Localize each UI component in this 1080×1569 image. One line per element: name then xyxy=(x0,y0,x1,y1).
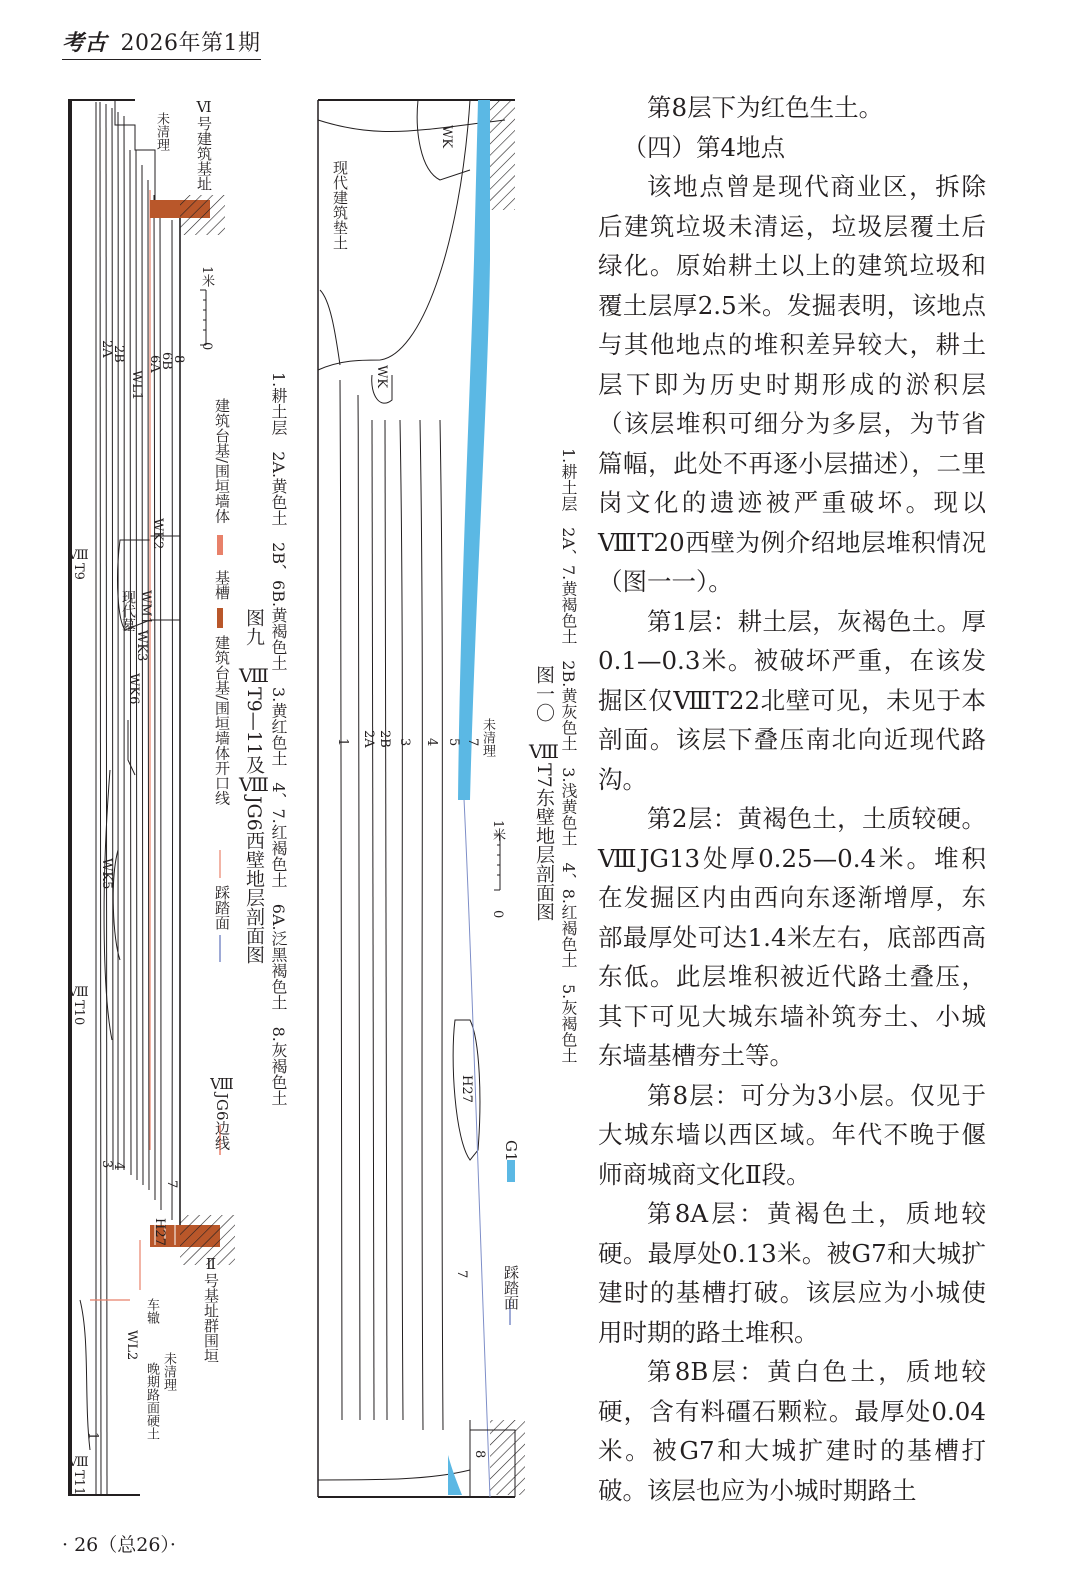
fig9-modern-tomb: 现代墓 xyxy=(120,590,136,632)
fig10-scale-zero: 0 xyxy=(490,910,505,919)
fig10-legend-g1-swatch xyxy=(507,1160,515,1182)
fig10-g1-channel xyxy=(458,100,490,800)
issue-label: 2026年第1期 xyxy=(120,31,261,56)
section-heading: （四）第4地点 xyxy=(622,132,786,162)
fig10-layer-2a: 2A xyxy=(361,730,376,748)
fig10-scale-bar xyxy=(494,835,500,890)
fig9-wm1: WM1 xyxy=(138,590,153,625)
fig10-layer-4: 4 xyxy=(424,738,439,747)
body-text xyxy=(598,88,986,1510)
fig10-hatch-top xyxy=(490,100,515,210)
fig9-legend-swatches xyxy=(217,535,223,1155)
fig10-wk-top: WK xyxy=(439,125,454,149)
fig10-legend-tread: 踩踏面 xyxy=(502,1265,520,1310)
fig9-layer-6b: 6B xyxy=(159,352,174,370)
fig9-caption: 图九 ⅧT9—11及ⅧJG6西壁地层剖面图 xyxy=(243,608,265,964)
fig9-layer-8: 8 xyxy=(171,355,186,364)
fig9-unit-t9: ⅧT9 xyxy=(71,548,86,580)
fig10-h27: H27 xyxy=(459,1075,474,1103)
fig10-caption: 图一〇 ⅧT7东壁地层剖面图 xyxy=(533,665,555,921)
fig9-late-road: 晚期路面硬土 xyxy=(144,1362,159,1440)
fig9-scale-one: 1米 xyxy=(199,266,214,288)
fig9-legend-line: 1.耕土层 2A.黄色土 2B、6B.黄褐色土 3.黄红色土 4、7.红褐色土 6A.泛黑褐色土 8.灰褐色土 xyxy=(269,372,288,1106)
figure9-section xyxy=(68,100,180,1495)
fig10-modern-fill: 现代建筑垫土 xyxy=(331,160,349,250)
fig10-layer-7: 7 xyxy=(465,738,480,747)
paragraph: 第8层：可分为3小层。仅见于大城东墙以西区域。年代不晚于偃师商城商文化Ⅱ段。 xyxy=(598,1080,986,1189)
fig9-unit-t11: ⅧT11 xyxy=(71,1455,86,1496)
page-number: · 26（总26）· xyxy=(62,1534,176,1556)
fig9-legend-opening: 建筑台基/围垣墙体开口线 xyxy=(213,635,231,806)
fig10-layer-3: 3 xyxy=(397,738,412,747)
fig9-not-cleared: 未清理 xyxy=(154,112,169,151)
fig10-legend-g1: G1 xyxy=(502,1140,520,1162)
fig9-wk6: WK6 xyxy=(126,673,141,705)
fig10-layer-5: 5 xyxy=(446,738,461,747)
paragraph: 该地点曾是现代商业区，拆除后建筑垃圾未清运，垃圾层覆土后绿化。原始耕土以上的建筑垃圾和覆土层厚2.5米。发掘表明，该地点与其他地点的堆积差异较大，耕土层下即为历史时期形成的淤积层（该层堆积可细分为多层，为节省篇幅，此处不再逐小层描述），二里岗文化的遗迹被严重破坏。现以ⅧT20西壁为例介绍地层堆积情况（图一一）。 xyxy=(598,172,986,596)
fig9-hatch-top xyxy=(180,195,225,235)
fig9-legend-wall: 建筑台基/围垣墙体 xyxy=(213,398,231,524)
fig9-layer-1: 1 xyxy=(85,1432,100,1441)
fig9-not-cleared-2: 未清理 xyxy=(161,1352,176,1391)
fig10-wk-mid: WK xyxy=(374,365,389,389)
fig10-hatch-bottom xyxy=(490,1420,525,1495)
fig10-g1-bottom xyxy=(448,1455,462,1495)
fig9-legend-jg6: ⅧJG6边线 xyxy=(213,1075,231,1151)
fig9-layer-6a: 6A xyxy=(147,355,162,373)
paragraph: 第2层：黄褐色土，土质较硬。ⅧJG13处厚0.25—0.4米。堆积在发掘区内由西向东逐渐增厚，东部最厚处可达1.4米左右，底部西高东低。此层堆积被近代路土叠压，其下可见大城东墙补筑夯土、小城东墙基槽夯土等。 xyxy=(598,804,986,1070)
fig9-layer-7: 7 xyxy=(164,1180,179,1189)
fig9-layer-2a: 2A xyxy=(99,340,114,358)
fig9-wk5: WK5 xyxy=(99,858,114,890)
fig9-wl2: WL2 xyxy=(124,1330,139,1361)
fig9-legend-trench: 基槽 xyxy=(213,570,231,600)
fig9-scale-bar xyxy=(200,290,206,345)
fig9-wl1: WL1 xyxy=(129,370,144,401)
fig10-not-cleared: 未清理 xyxy=(480,718,495,757)
fig9-layer-4: 4 xyxy=(111,1162,126,1171)
fig9-building6: Ⅵ号建筑基址 xyxy=(195,98,213,191)
fig10-layer-7b: 7 xyxy=(454,1270,469,1279)
fig9-wk2: WK2 xyxy=(150,518,165,550)
fig10-legend-line: 1.耕土层 2A、7.黄褐色土 2B.黄灰色土 3.浅黄色土 4、8.红褐色土 5.灰褐色土 xyxy=(559,448,578,1064)
fig9-rut: 车辙 xyxy=(144,1298,159,1324)
paragraph: 第8层下为红色生土。 xyxy=(647,93,884,122)
fig10-layer-2b: 2B xyxy=(377,730,392,748)
fig9-layer-3: 3 xyxy=(99,1160,114,1169)
fig9-legend-tread: 踩踏面 xyxy=(213,885,231,930)
fig9-enclosure: Ⅱ号基址群围垣 xyxy=(202,1255,220,1363)
paragraph: 第8A层：黄褐色土，质地较硬。最厚处0.13米。被G7和大城扩建时的基槽打破。该层应为小城使用时期的路土堆积。 xyxy=(598,1199,986,1347)
journal-logo: 考古 xyxy=(62,30,108,56)
fig9-wk3: WK3 xyxy=(134,630,149,662)
fig10-layer-8: 8 xyxy=(472,1450,487,1459)
fig9-layer-2b: 2B xyxy=(111,345,126,363)
fig10-layer-1: 1 xyxy=(335,738,350,747)
fig9-scale-zero: 0 xyxy=(199,342,214,351)
paragraph: 第1层：耕土层，灰褐色土。厚0.1—0.3米。被破坏严重，在该发掘区仅ⅧT22北壁可见，未见于本剖面。该层下叠压南北向近现代路沟。 xyxy=(598,606,986,794)
fig10-scale-one: 1米 xyxy=(490,820,505,842)
paragraph: 第8B层：黄白色土，质地较硬，含有料礓石颗粒。最厚处0.04米。被G7和大城扩建时的基槽打破。该层也应为小城时期路土 xyxy=(598,1357,986,1505)
fig9-h27: H27 xyxy=(152,1218,167,1246)
fig9-unit-t10: ⅧT10 xyxy=(71,985,86,1026)
